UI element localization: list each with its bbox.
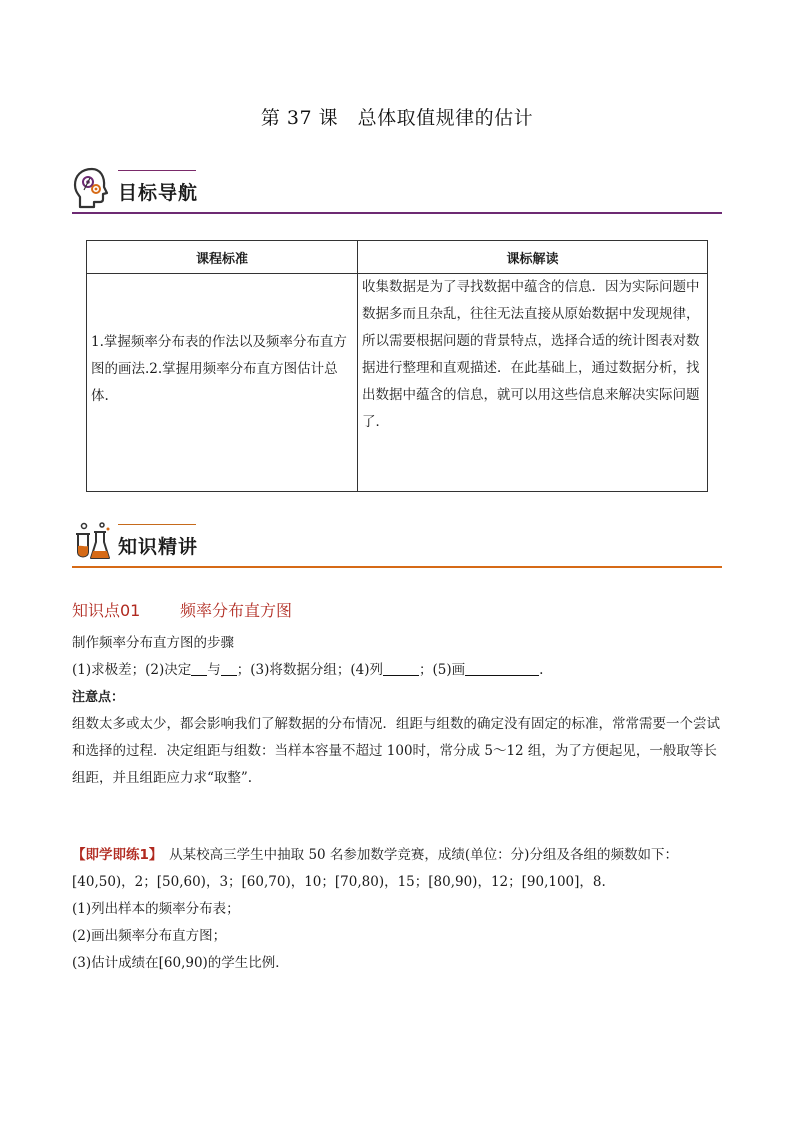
fill-blank <box>221 659 237 676</box>
exercise-stem-line <box>72 842 724 869</box>
section-knowledge-header <box>72 520 722 568</box>
section-underline <box>72 566 722 568</box>
exercise-tag: 【即学即练1】 <box>72 847 156 863</box>
lab-flasks-icon <box>72 520 112 564</box>
knowledge-point-heading <box>72 598 292 621</box>
curriculum-table <box>86 240 708 492</box>
note-text: 组数太多或太少，都会影响我们了解数据的分布情况．组距与组数的确定没有固定的标准，常常需要一个尝试和选择的过程．决定组距与组数：当样本容量不超过 100时，常分成 5～12 组，为了方便起见，一般取等长组距，并且组距应力求“取整”. <box>72 716 720 786</box>
fill-blank <box>383 659 419 676</box>
knowledge-point-name: 频率分布直方图 <box>180 601 293 620</box>
step-text: 与 <box>207 662 221 678</box>
section-goal-header <box>72 166 722 214</box>
table-header-standard: 课程标准 <box>87 241 358 274</box>
exercise-question-1: (1)列出样本的频率分布表； <box>72 901 240 917</box>
exercise-data: [40,50)，2；[50,60)，3；[60,70)，10；[70,80)，15；[80,90)，12；[90,100]，8. <box>72 874 606 890</box>
section-topline <box>118 524 196 525</box>
section-underline <box>72 212 722 214</box>
steps-line <box>72 657 724 684</box>
head-gears-icon <box>72 166 112 210</box>
step-text: ；(5)画 <box>419 662 466 678</box>
section-title-goal: 目标导航 <box>118 182 199 204</box>
section-topline <box>118 170 196 171</box>
step-text: . <box>539 662 544 678</box>
knowledge-point-number: 知识点01 <box>72 601 141 620</box>
page-title: 第 37 课 总体取值规律的估计 <box>260 107 534 129</box>
fill-blank <box>191 659 207 676</box>
step-text: ；(3)将数据分组；(4)列 <box>236 662 383 678</box>
note-label: 注意点： <box>72 690 125 705</box>
section-title-knowledge: 知识精讲 <box>118 536 199 558</box>
steps-heading: 制作频率分布直方图的步骤 <box>72 635 234 651</box>
exercise-question-3: (3)估计成绩在[60,90)的学生比例． <box>72 955 289 971</box>
exercise-stem: 从某校高三学生中抽取 50 名参加数学竞赛，成绩(单位：分)分组及各组的频数如下： <box>155 847 678 863</box>
exercise-question-2: (2)画出频率分布直方图； <box>72 928 227 944</box>
table-header-interpretation: 课标解读 <box>358 241 708 274</box>
table-cell-interpretation: 收集数据是为了寻找数据中蕴含的信息．因为实际问题中数据多而且杂乱，往往无法直接从原始数据中发现规律，所以需要根据问题的背景特点，选择合适的统计图表对数据进行整理和直观描述．在此基础上，通过数据分析，找出数据中蕴含的信息，就可以用这些信息来解决实际问题了． <box>358 274 708 492</box>
fill-blank <box>465 659 539 676</box>
table-cell-standard: 1.掌握频率分布表的作法以及频率分布直方图的画法.2.掌握用频率分布直方图估计总体. <box>87 274 358 492</box>
step-text: (1)求极差；(2)决定 <box>72 662 192 678</box>
